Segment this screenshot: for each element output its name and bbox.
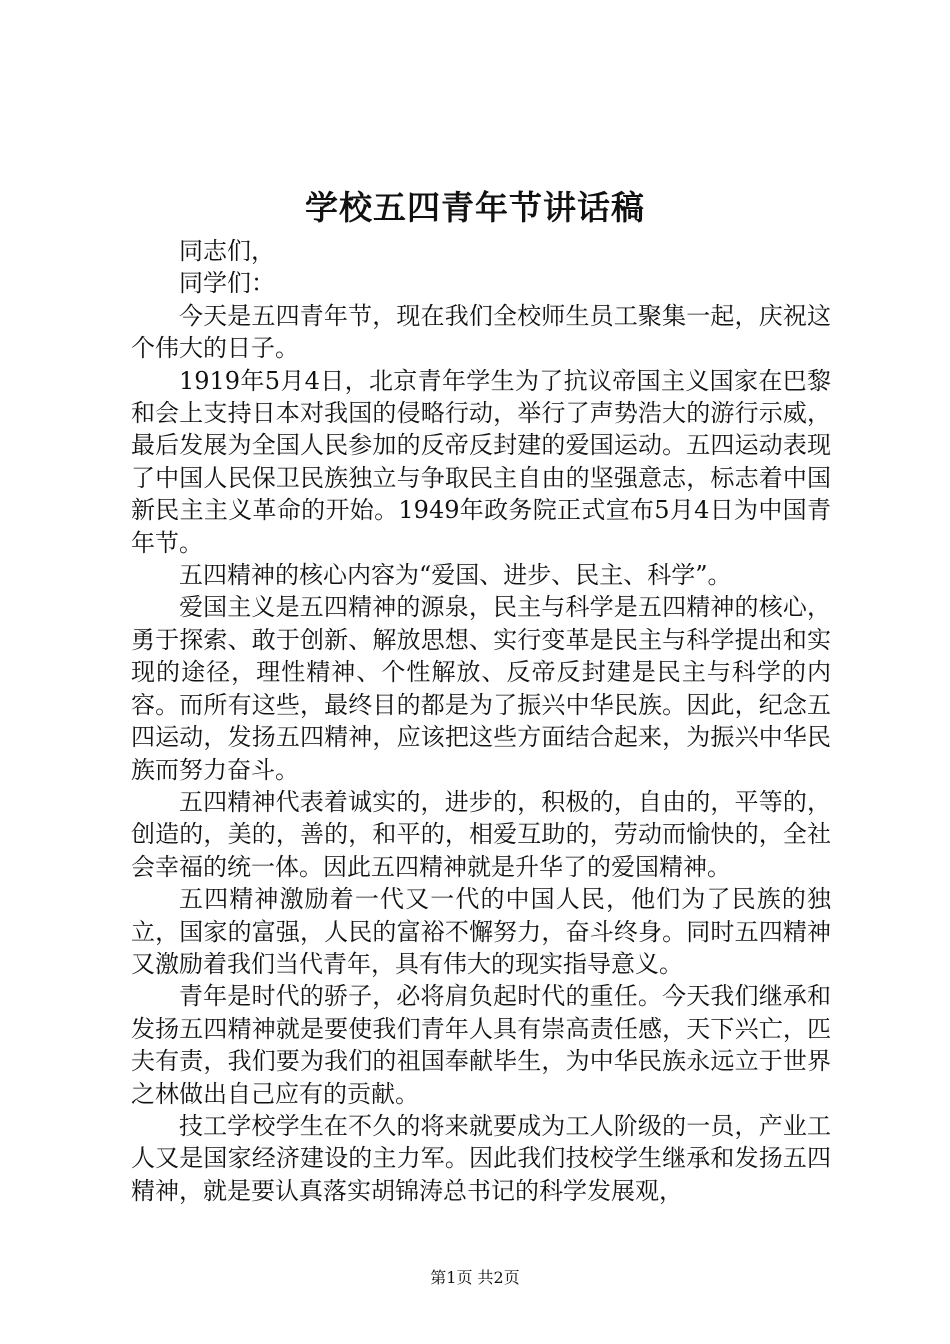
- paragraph: 五四精神激励着一代又一代的中国人民，他们为了民族的独立，国家的富强，人民的富裕不懈努力，奋斗终身。同时五四精神又激励着我们当代青年，具有伟大的现实指导意义。: [131, 885, 831, 978]
- page-footer: [0, 1268, 950, 1288]
- paragraph: 爱国主义是五四精神的源泉，民主与科学是五四精神的核心，勇于探索、敢于创新、解放思想、实行变革是民主与科学提出和实现的途径，理性精神、个性解放、反帝反封建是民主与科学的内容。而所有这些，最终目的都是为了振兴中华民族。因此，纪念五四运动，发扬五四精神，应该把这些方面结合起来，为振兴中华民族而努力奋斗。: [131, 593, 831, 784]
- paragraph: 五四精神代表着诚实的，进步的，积极的，自由的，平等的，创造的，美的，善的，和平的，相爱互助的，劳动而愉快的，全社会幸福的统一体。因此五四精神就是升华了的爱国精神。: [131, 787, 831, 881]
- page-number: 第1页 共2页: [430, 1268, 520, 1287]
- paragraph: 1919年5月4日，北京青年学生为了抗议帝国主义国家在巴黎和会上支持日本对我国的侵略行动，举行了声势浩大的游行示威，最后发展为全国人民参加的反帝反封建的爱国运动。五四运动表现了中国人民保卫民族独立与争取民主自由的坚强意志，标志着中国新民主主义革命的开始。1949年政务院正式宣布5月4日为中国青年节。: [131, 366, 831, 557]
- document-title: 学校五四青年节讲话稿: [305, 188, 645, 227]
- paragraph: 今天是五四青年节，现在我们全校师生员工聚集一起，庆祝这个伟大的日子。: [131, 301, 831, 363]
- paragraph: 五四精神的核心内容为“爱国、进步、民主、科学”。: [179, 561, 732, 590]
- document-body: [131, 235, 831, 1207]
- salutation-comrades: 同志们，: [179, 237, 275, 265]
- paragraph: 青年是时代的骄子，必将肩负起时代的重任。今天我们继承和发扬五四精神就是要使我们青年人具有崇高责任感，天下兴亡，匹夫有责，我们要为我们的祖国奉献毕生，为中华民族永远立于世界之林做出自己应有的贡献。: [131, 982, 831, 1108]
- salutation-students: 同学们：: [179, 269, 275, 298]
- paragraph: 技工学校学生在不久的将来就要成为工人阶级的一员，产业工人又是国家经济建设的主力军。因此我们技校学生继承和发扬五四精神，就是要认真落实胡锦涛总书记的科学发展观，: [131, 1111, 831, 1205]
